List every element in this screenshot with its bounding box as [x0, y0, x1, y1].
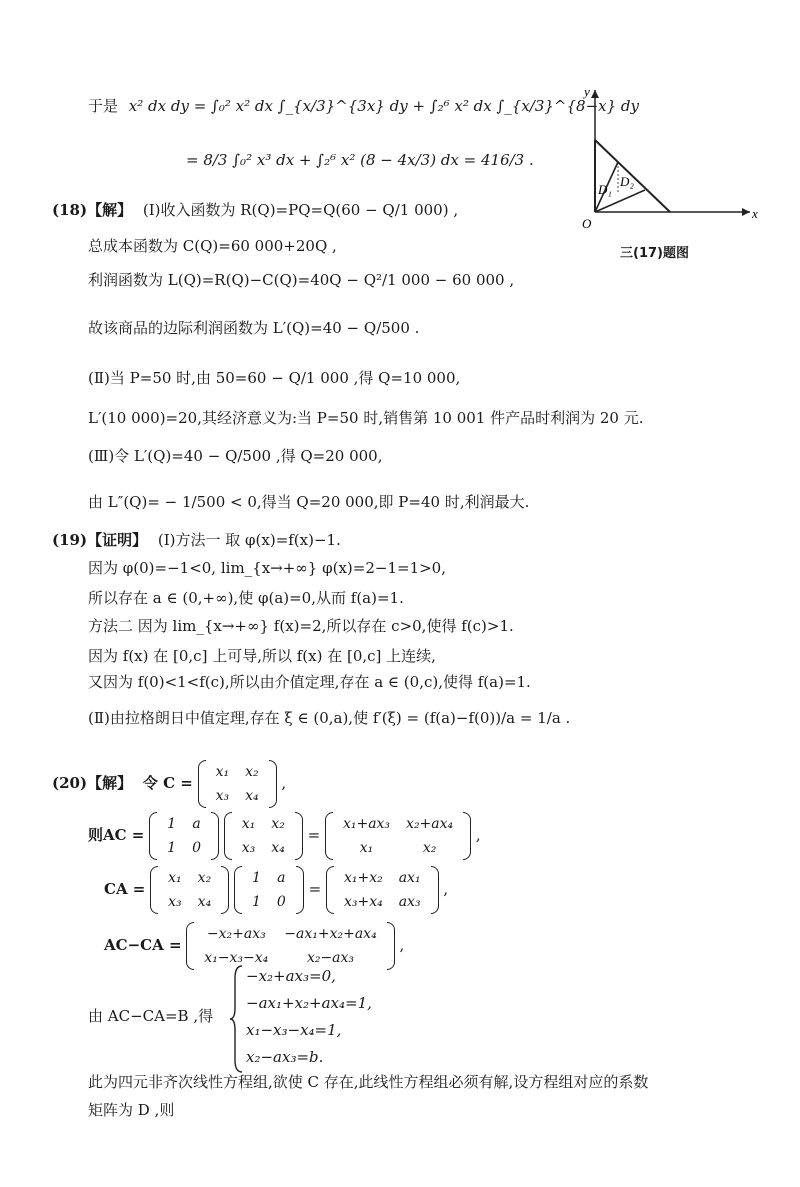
ca-label: CA = — [104, 880, 146, 898]
p19-line7: (Ⅱ)由拉格朗日中值定理,存在 ξ ∈ (0,a),使 f′(ξ) = (f(a)−f(0))/a = 1/a . — [88, 709, 571, 727]
matrix-a-2: 1 a 1 0 — [234, 866, 304, 914]
axis-y-label: y — [584, 84, 590, 99]
p17-prefix: 于是 — [88, 97, 119, 115]
p17-line2: = 8/3 ∫₀² x³ dx + ∫₂⁶ x² (8 − 4x/3) dx = 416/3 . — [186, 151, 534, 169]
p18-line3: 利润函数为 L(Q)=R(Q)−C(Q)=40Q − Q²/1 000 − 60 000 , — [88, 271, 515, 289]
matrix-ac: x₁+ax₃ x₂+ax₄ x₁ x₂ — [325, 812, 471, 860]
p19-line4: 方法二 因为 lim_{x→+∞} f(x)=2,所以存在 c>0,使得 f(c)>1. — [88, 617, 514, 635]
p20-line1: (20)【解】 令 C = x₁ x₂ x₃ x₄ , — [52, 760, 286, 808]
p19-line1 — [52, 530, 341, 550]
p20-diff: AC−CA = −x₂+ax₃ −ax₁+x₂+ax₄ x₁−x₃−x₄ x₂−ax₃ , — [104, 922, 404, 970]
p18-line6: L′(10 000)=20,其经济意义为:当 P=50 时,销售第 10 001 件产品时利润为 20 元. — [88, 409, 644, 427]
p18-tag: (18)【解】 — [52, 201, 133, 219]
p18-text1: (Ⅰ)收入函数为 R(Q)=PQ=Q(60 − Q/1 000) , — [142, 201, 459, 219]
sys-eq-2: −ax₁+x₂+ax₄=1, — [246, 994, 372, 1012]
p19-line3: 所以存在 a ∈ (0,+∞),使 φ(a)=0,从而 f(a)=1. — [88, 589, 404, 607]
p20-tag: (20)【解】 — [52, 774, 133, 792]
sys-eq-1: −x₂+ax₃=0, — [246, 967, 336, 985]
origin-label: O — [582, 216, 592, 231]
p19-line2: 因为 φ(0)=−1<0, lim_{x→+∞} φ(x)=2−1=1>0, — [88, 559, 446, 577]
axis-x-label: x — [752, 206, 758, 221]
p18-line7: (Ⅲ)令 L′(Q)=40 − Q/500 ,得 Q=20 000, — [88, 447, 383, 465]
p20-ac: 则AC = 1 a 1 0 x₁ x₂ x₃ x₄ = x₁+ax₃ x₂+ax₄ x₁ x₂ , — [88, 812, 481, 860]
p19-line5: 因为 f(x) 在 [0,c] 上可导,所以 f(x) 在 [0,c] 上连续, — [88, 647, 436, 665]
ac-label: 则AC = — [88, 826, 145, 844]
region-d1-label: D₁ — [598, 182, 612, 197]
sys-eq-3: x₁−x₃−x₄=1, — [246, 1021, 342, 1039]
sys-eq-4: x₂−ax₃=b. — [246, 1048, 324, 1066]
p19-line6: 又因为 f(0)<1<f(c),所以由介值定理,存在 a ∈ (0,c),使得 f(a)=1. — [88, 673, 531, 691]
diff-label: AC−CA = — [104, 936, 182, 954]
p19-tag: (19)【证明】 — [52, 531, 148, 549]
matrix-diff: −x₂+ax₃ −ax₁+x₂+ax₄ x₁−x₃−x₄ x₂−ax₃ — [186, 922, 394, 970]
matrix-c-2: x₁ x₂ x₃ x₄ — [224, 812, 303, 860]
region-d2-label: D₂ — [620, 174, 634, 189]
p18-line4: 故该商品的边际利润函数为 L′(Q)=40 − Q/500 . — [88, 319, 420, 337]
p20-closing2: 矩阵为 D ,则 — [88, 1101, 175, 1119]
matrix-a: 1 a 1 0 — [149, 812, 219, 860]
p18-line1 — [52, 200, 458, 220]
matrix-ca: x₁+x₂ ax₁ x₃+x₄ ax₃ — [326, 866, 439, 914]
matrix-c-3: x₁ x₂ x₃ x₄ — [150, 866, 229, 914]
p20-sys-prefix: 由 AC−CA=B ,得 — [88, 1007, 214, 1025]
p20-ca: CA = x₁ x₂ x₃ x₄ 1 a 1 0 = x₁+x₂ ax₁ x₃+x₄ ax₃ , — [104, 866, 448, 914]
p18-line2: 总成本函数为 C(Q)=60 000+20Q , — [88, 237, 337, 255]
p19-text1: (Ⅰ)方法一 取 φ(x)=f(x)−1. — [157, 531, 341, 549]
p17-eq1: x² dx dy = ∫₀² x² dx ∫_{x/3}^{3x} dy + ∫₂⁶ x² dx ∫_{x/3}^{8−x} dy — [128, 97, 640, 115]
p18-line8: 由 L″(Q)= − 1/500 < 0,得当 Q=20 000,即 P=40 时,利润最大. — [88, 493, 530, 511]
p17-line1 — [88, 96, 639, 116]
matrix-c: x₁ x₂ x₃ x₄ — [198, 760, 277, 808]
figure-caption: 三(17)题图 — [620, 246, 689, 261]
p20-let-c: 令 C = — [142, 774, 193, 792]
p20-closing1: 此为四元非齐次线性方程组,欲使 C 存在,此线性方程组必须有解,设方程组对应的系数 — [88, 1073, 649, 1091]
p18-line5: (Ⅱ)当 P=50 时,由 50=60 − Q/1 000 ,得 Q=10 000, — [88, 369, 461, 387]
